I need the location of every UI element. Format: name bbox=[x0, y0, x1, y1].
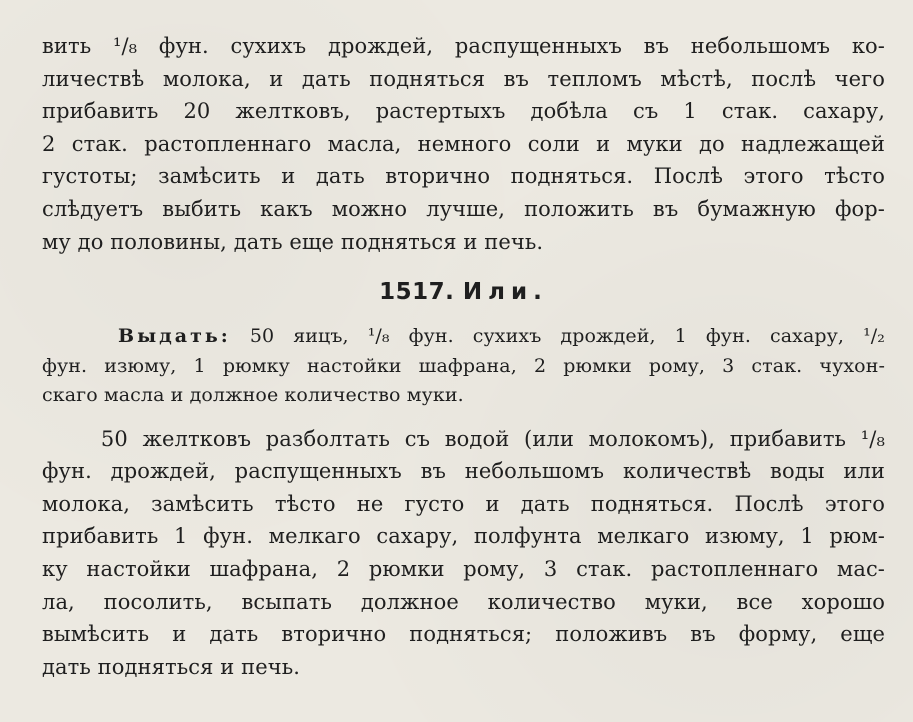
ingredients-label: Выдать: bbox=[118, 325, 231, 348]
text-line: вымѣсить и дать вторично подняться; положивъ въ форму, еще bbox=[42, 622, 885, 647]
ingredients-line: скаго масла и должное количество муки. bbox=[42, 384, 464, 407]
text-line: прибавить 20 желтковъ, растертыхъ добѣла съ 1 стак. сахару, bbox=[42, 99, 885, 124]
text-line: ла, посолить, всыпать должное количество муки, все хорошо bbox=[42, 589, 885, 614]
text-line: вить ¹/₈ фун. сухихъ дрождей, распущенныхъ въ небольшомъ ко- bbox=[42, 34, 885, 58]
spacer bbox=[42, 411, 885, 423]
recipe-number: 1517. bbox=[379, 279, 455, 306]
ingredients-line-first bbox=[42, 322, 885, 352]
text-line: ку настойки шафрана, 2 рюмки рому, 3 стак. растопленнаго мас- bbox=[42, 557, 885, 582]
text-line-indented bbox=[42, 423, 885, 456]
recipe-heading bbox=[42, 276, 885, 308]
paragraph-continuation bbox=[42, 30, 885, 258]
text-line: 50 желтковъ разболтать съ водой (или молокомъ), прибавить ¹/₈ bbox=[100, 426, 886, 451]
text-line: му до половины, дать еще подняться и печь. bbox=[42, 229, 544, 254]
ingredients-text: 50 яицъ, ¹/₈ фун. сухихъ дрождей, 1 фун. сахару, ¹/₂ bbox=[249, 325, 886, 348]
text-line: фун. дрождей, распущенныхъ въ небольшомъ количествѣ воды или bbox=[42, 459, 885, 484]
recipe-title: Или. bbox=[462, 279, 548, 306]
text-line: прибавить 1 фун. мелкаго сахару, полфунта мелкаго изюму, 1 рюм- bbox=[42, 524, 885, 549]
text-line: слѣдуетъ выбить какъ можно лучше, положить въ бумажную фор- bbox=[42, 196, 885, 221]
text-line: дать подняться и печь. bbox=[42, 654, 301, 679]
ingredients-block bbox=[42, 322, 885, 411]
text-line: молока, замѣсить тѣсто не густо и дать подняться. Послѣ этого bbox=[42, 491, 885, 516]
text-line: личествѣ молока, и дать подняться въ тепломъ мѣстѣ, послѣ чего bbox=[42, 66, 885, 91]
text-line: густоты; замѣсить и дать вторично подняться. Послѣ этого тѣсто bbox=[42, 164, 885, 189]
text-line: 2 стак. растопленнаго масла, немного соли и муки до надлежащей bbox=[42, 131, 885, 156]
paragraph-method bbox=[42, 423, 885, 684]
ingredients-line: фун. изюму, 1 рюмку настойки шафрана, 2 рюмки рому, 3 стак. чухон- bbox=[42, 354, 885, 377]
